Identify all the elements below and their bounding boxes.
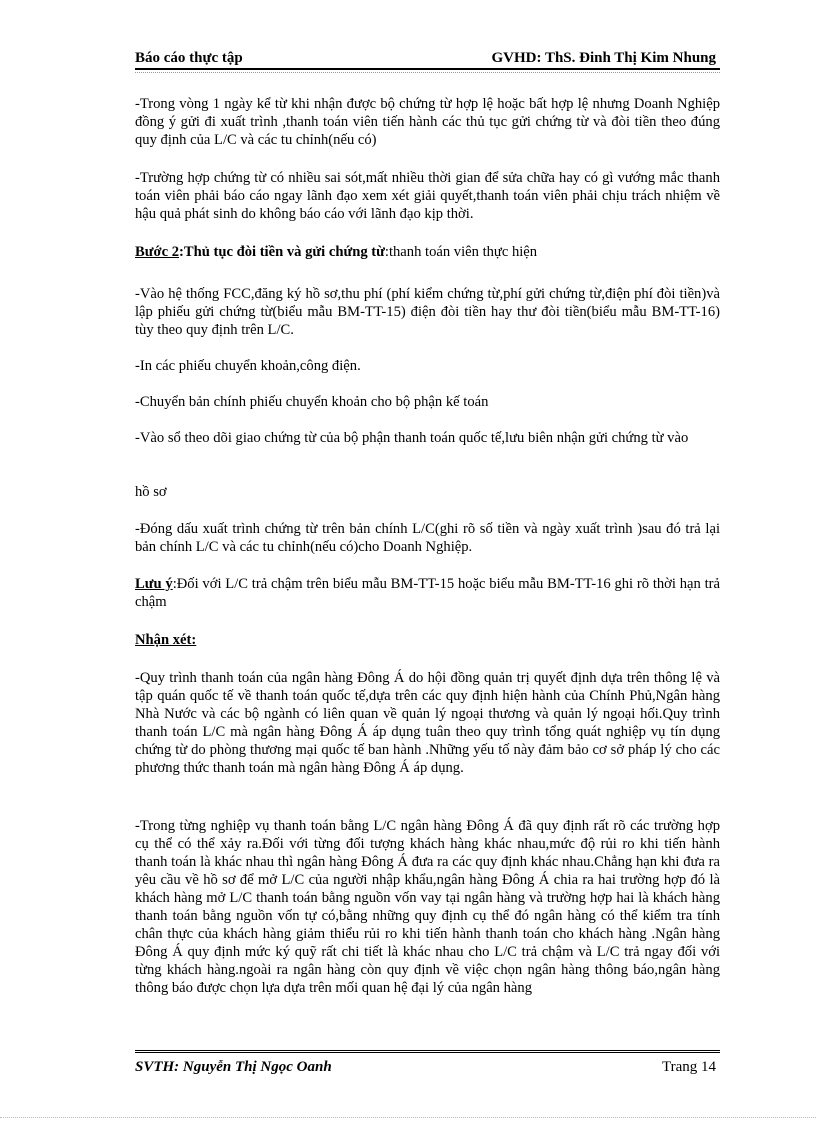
step-2-heading [135, 243, 720, 261]
paragraph: -Chuyển bản chính phiếu chuyển khoản cho bộ phận kế toán [135, 394, 489, 410]
paragraph: -Vào sổ theo dõi giao chứng từ của bộ phận thanh toán quốc tế,lưu biên nhận gửi chứng từ vào [135, 430, 689, 446]
paragraph: -In các phiếu chuyển khoản,công điện. [135, 358, 361, 374]
page-boundary [0, 1117, 816, 1118]
header-advisor: GVHD: ThS. Đinh Thị Kim Nhung [491, 50, 716, 66]
paragraph: -Trong từng nghiệp vụ thanh toán bằng L/C ngân hàng Đông Á đã quy định rất rõ các trường hợp cụ thể có thể xảy ra.Đối với từng đối tượng khách hàng khác nhau,mức độ rủi ro khi tiến hành thanh toán là khác nhau thì ngân hàng Đông Á đưa ra các quy định khác nhau.Chẳng hạn khi đưa ra yêu cầu về hồ sơ để mở L/C của người nhập khẩu,ngân hàng Đông Á chia ra hai trường hợp đó là khách hàng mở L/C thanh toán bằng nguồn vốn vay tại ngân hàng và trường hợp hai là khách hàng thanh toán bằng nguồn vốn tự có,bằng những quy định cụ thể đó ngân hàng có thể kiểm tra tính chân thực của khách hàng giảm thiểu rủi ro khi tiến hành thanh toán cho khách hàng .Ngân hàng Đông Á quy định mức ký quỹ rất chi tiết là khác nhau cho L/C trả chậm và L/C trả ngay đối với từng khách hàng.ngoài ra ngân hàng còn quy định về việc chọn ngân hàng thông báo,ngân hàng thông báo được chọn lựa dựa trên mối quan hệ đại lý của ngân hàng [135, 818, 720, 996]
remark-heading [135, 631, 720, 649]
note [135, 575, 720, 611]
page-number: Trang 14 [661, 1059, 716, 1075]
footer-author: SVTH: Nguyễn Thị Ngọc Oanh [135, 1059, 332, 1075]
paragraph: -Trong vòng 1 ngày kể từ khi nhận được bộ chứng từ hợp lệ hoặc bất hợp lệ nhưng Doanh Nghiệp đồng ý gửi đi xuất trình ,thanh toán viên tiến hành các thủ tục gửi chứng từ và đòi tiền theo đúng quy định của L/C và các tu chỉnh(nếu có) [135, 96, 720, 148]
header-title: Báo cáo thực tập [135, 50, 243, 66]
remark-heading-text: Nhận xét: [135, 632, 197, 648]
page-footer [135, 1050, 720, 1075]
paragraph: hồ sơ [135, 484, 167, 500]
paragraph: -Vào hệ thống FCC,đăng ký hồ sơ,thu phí (phí kiểm chứng từ,phí gửi chứng từ,điện phí đòi tiền)và lập phiếu gửi chứng từ(biểu mẫu BM-TT-15) điện đòi tiền hay thư đòi tiền(biểu mẫu BM-TT-16) tùy theo quy định trên L/C. [135, 286, 720, 338]
step-2-rest: :thanh toán viên thực hiện [384, 244, 538, 260]
paragraph: -Trường hợp chứng từ có nhiều sai sót,mất nhiều thời gian để sửa chữa hay có gì vướng mắc thanh toán viên phải báo cáo ngay lãnh đạo xem xét giải quyết,thanh toán viên phải chịu trách nhiệm về hậu quả phát sinh do không báo cáo với lãnh đạo kịp thời. [135, 170, 720, 222]
page-header [135, 48, 720, 70]
paragraph: -Quy trình thanh toán của ngân hàng Đông Á do hội đồng quản trị quyết định dựa trên thông lệ và tập quán quốc tế về thanh toán quốc tế,dựa trên các quy định hiện hành của Chính Phủ,Ngân hàng Nhà Nước và các bộ ngành có liên quan về quản lý ngoại thương và quản lý ngoại hối.Quy trình thanh toán L/C mà ngân hàng Đông Á áp dụng tuân theo quy trình tổng quát nghiệp vụ tín dụng chứng từ do phòng thương mại quốc tế ban hành .Những yếu tố này đảm bảo cơ sở pháp lý cho các phương thức thanh toán mà ngân hàng Đông Á áp dụng. [135, 670, 720, 776]
note-label: Lưu ý [135, 576, 173, 592]
note-text: :Đối với L/C trả chậm trên biểu mẫu BM-TT-15 hoặc biểu mẫu BM-TT-16 ghi rõ thời hạn trả chậm [135, 576, 720, 610]
step-2-label: Bước 2 [135, 244, 179, 260]
paragraph: -Đóng dấu xuất trình chứng từ trên bản chính L/C(ghi rõ số tiền và ngày xuất trình )sau đó trả lại bản chính L/C và các tu chỉnh(nếu có)cho Doanh Nghiệp. [135, 521, 720, 555]
step-2-title: :Thủ tục đòi tiền và gửi chứng từ [179, 244, 385, 260]
